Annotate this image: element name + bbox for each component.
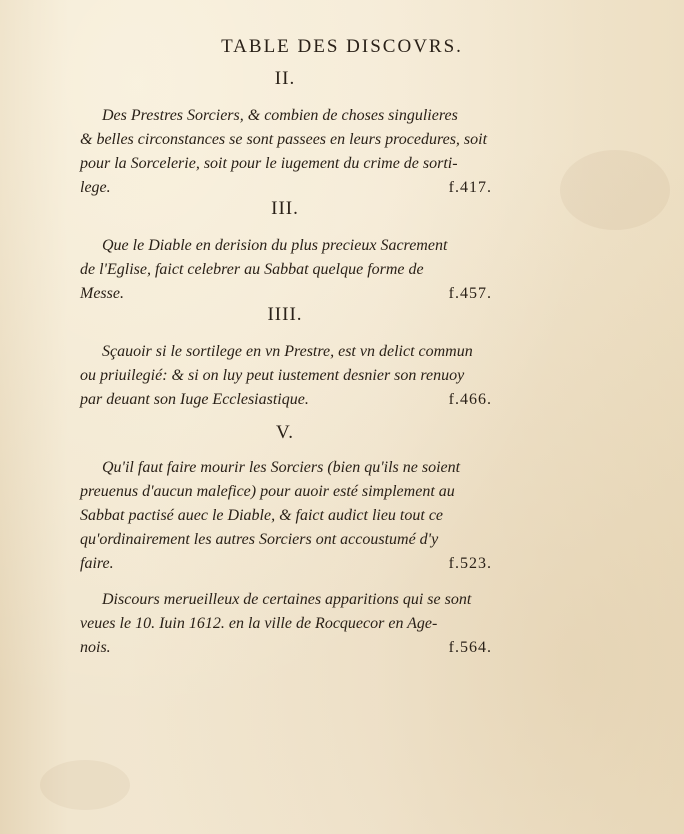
folio-reference: f.417.	[448, 179, 492, 196]
entry-line: Des Prestres Sorciers, & combien de choses singulieres	[102, 107, 458, 124]
entry-line: veues le 10. Iuin 1612. en la ville de Rocquecor en Age-	[80, 615, 438, 632]
entry-line: faire.	[80, 555, 114, 572]
folio-reference: f.466.	[448, 391, 492, 408]
entry-line: pour la Sorcelerie, soit pour le iugement du crime de sorti-	[80, 155, 458, 172]
toc-entry	[80, 588, 492, 660]
entry-line: Discours merueilleux de certaines apparitions qui se sont	[102, 591, 472, 608]
section-numeral: V.	[275, 422, 295, 443]
section-numeral: II.	[274, 68, 296, 89]
entry-line: de l'Eglise, faict celebrer au Sabbat quelque forme de	[80, 261, 424, 278]
entry-line: Sçauoir si le sortilege en vn Prestre, est vn delict commun	[102, 343, 473, 360]
folio-reference: f.457.	[448, 285, 492, 302]
section-numeral: III.	[271, 198, 299, 219]
entry-line: & belles circonstances se sont passees en leurs procedures, soit	[80, 131, 488, 148]
entry-line: qu'ordinairement les autres Sorciers ont accoustumé d'y	[80, 531, 439, 548]
paper-stain	[40, 760, 130, 810]
folio-reference: f.523.	[448, 555, 492, 572]
entry-line: preuenus d'aucun malefice) pour auoir esté simplement au	[80, 483, 455, 500]
entry-line: lege.	[80, 179, 111, 196]
entry-line: Que le Diable en derision du plus precieux Sacrement	[102, 237, 448, 254]
folio-reference: f.564.	[448, 639, 492, 656]
entry-line: Messe.	[80, 285, 124, 302]
entry-line: nois.	[80, 639, 111, 656]
toc-entry	[80, 234, 492, 306]
section-numeral: IIII.	[267, 304, 303, 325]
entry-line: Sabbat pactisé auec le Diable, & faict audict lieu tout ce	[80, 507, 444, 524]
paper-stain	[560, 150, 670, 230]
page-header: TABLE DES DISCOVRS.	[221, 36, 463, 57]
entry-line: par deuant son Iuge Ecclesiastique.	[80, 391, 309, 408]
entry-line: ou priuilegié: & si on luy peut iustement desnier son renuoy	[80, 367, 465, 384]
entry-line: Qu'il faut faire mourir les Sorciers (bien qu'ils ne soient	[102, 459, 461, 476]
toc-entry	[80, 104, 492, 200]
toc-entry	[80, 340, 492, 412]
toc-entry	[80, 456, 492, 576]
